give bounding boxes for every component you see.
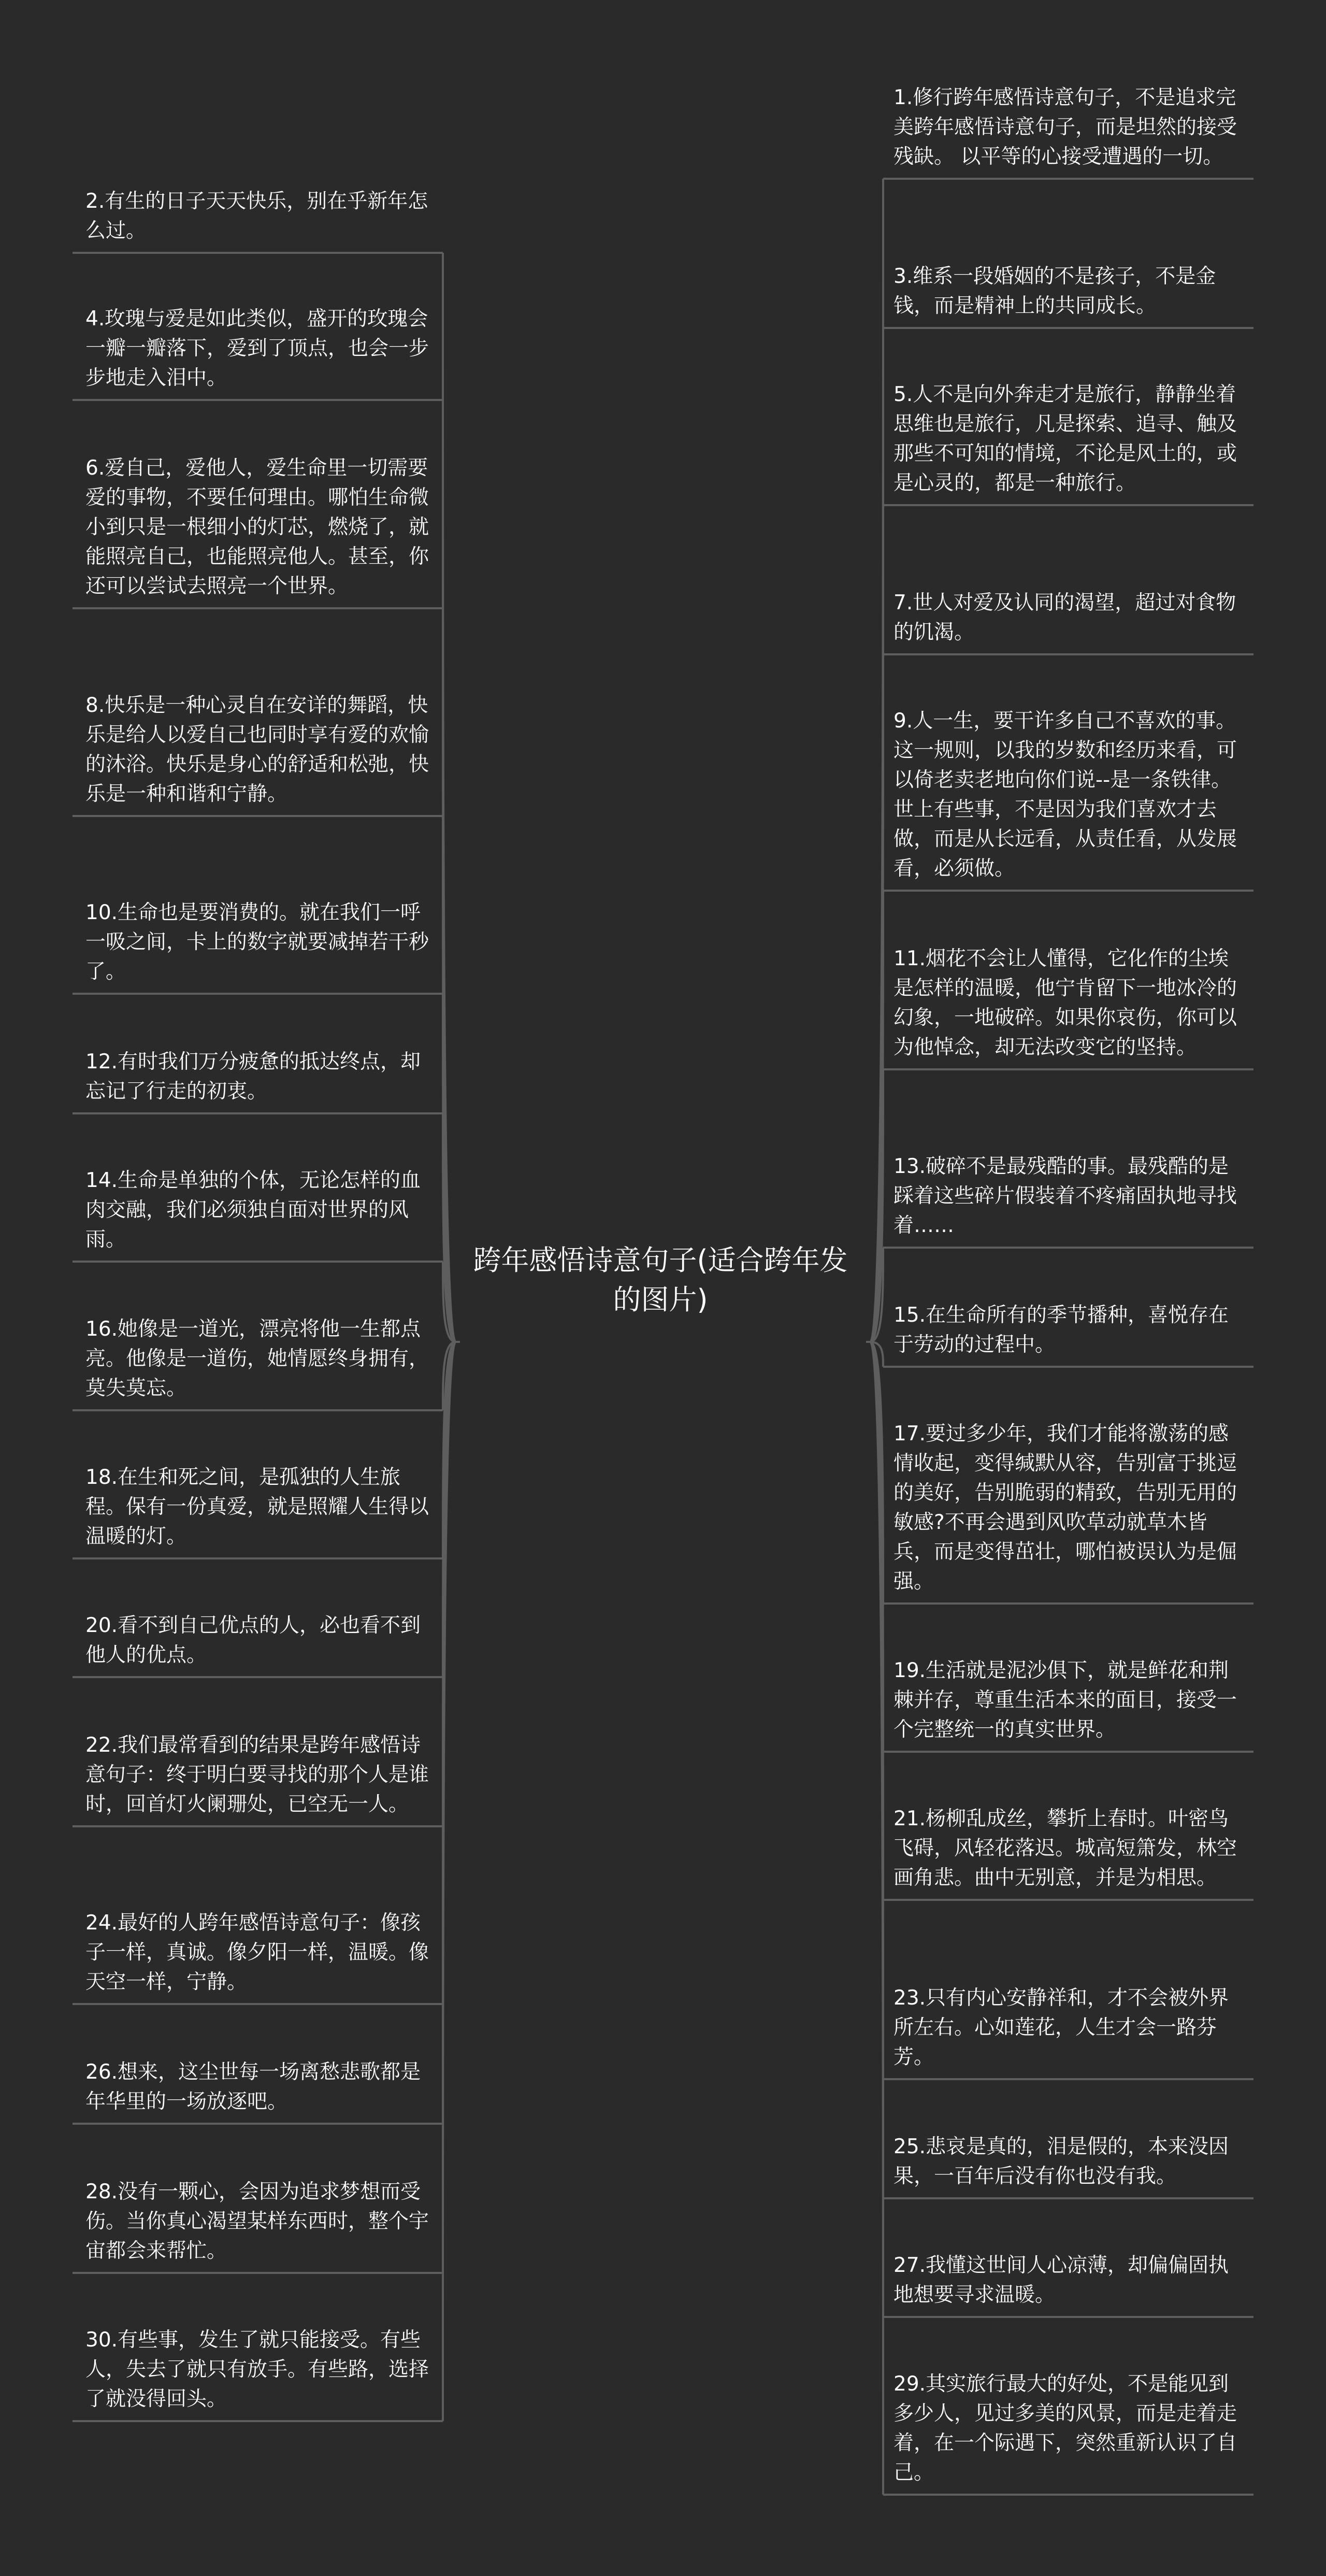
right-node-12: 23.只有内心安静祥和，才不会被外界所左右。心如莲花，人生才会一路芬芳。 [893,1986,1229,2069]
right-node-4: 7.世人对爱及认同的渴望，超过对食物的饥渴。 [893,591,1236,644]
left-node-4: 8.快乐是一种心灵自在安详的舞蹈，快乐是给人以爱自己也同时享有爱的欢愉的沐浴。快乐是身心的舒适和松弛，快乐是一种和谐和宁静。 [85,694,429,806]
left-node-2: 4.玫瑰与爱是如此类似，盛开的玫瑰会一瓣一瓣落下，爱到了顶点，也会一步步地走入泪中。 [85,307,429,390]
left-node-8: 16.她像是一道光，漂亮将他一生都点亮。他像是一道伤，她情愿终身拥有，莫失莫忘。 [85,1318,429,1400]
right-node-6: 11.烟花不会让人懂得，它化作的尘埃是怎样的温暖，他宁肯留下一地冰冷的幻象，一地破碎。如果你哀伤，你可以为他悼念，却无法改变它的坚持。 [893,947,1237,1059]
left-node-10: 20.看不到自己优点的人，必也看不到他人的优点。 [85,1614,421,1667]
right-node-9: 17.要过多少年，我们才能将激荡的感情收起，变得缄默从容，告别富于挑逗的美好，告别脆弱的精致，告别无用的敏感?不再会遇到风吹草动就草木皆兵，而是变得茁壮，哪怕被误认为是倔强。 [893,1422,1237,1593]
left-node-9: 18.在生和死之间，是孤独的人生旅程。保有一份真爱，就是照耀人生得以温暖的灯。 [85,1466,429,1548]
right-node-13: 25.悲哀是真的，泪是假的，本来没因果，一百年后没有你也没有我。 [893,2135,1229,2188]
right-node-15: 29.其实旅行最大的好处，不是能见到多少人，见过多美的风景，而是走着走着，在一个际遇下，突然重新认识了自己。 [893,2372,1237,2484]
right-node-3: 5.人不是向外奔走才是旅行，静静坐着思维也是旅行，凡是探索、追寻、触及那些不可知的情境，不论是风土的，或是心灵的，都是一种旅行。 [893,383,1237,495]
left-node-6: 12.有时我们万分疲惫的抵达终点，却忘记了行走的初衷。 [85,1050,421,1103]
right-node-14: 27.我懂这世间人心凉薄，却偏偏固执地想要寻求温暖。 [893,2254,1229,2307]
right-node-10: 19.生活就是泥沙俱下，就是鲜花和荆棘并存，尊重生活本来的面目，接受一个完整统一的真实世界。 [893,1659,1237,1741]
left-node-7: 14.生命是单独的个体，无论怎样的血肉交融，我们必须独自面对世界的风雨。 [85,1169,421,1251]
left-node-1: 2.有生的日子天天快乐，别在乎新年怎么过。 [85,190,428,242]
left-node-11: 22.我们最常看到的结果是跨年感悟诗意句子：终于明白要寻找的那个人是谁时，回首灯火阑珊处，已空无一人。 [85,1734,429,1816]
right-node-11: 21.杨柳乱成丝，攀折上春时。叶密鸟飞碍，风轻花落迟。城高短箫发，林空画角悲。曲中无别意，并是为相思。 [893,1807,1237,1890]
right-node-8: 15.在生命所有的季节播种，喜悦存在于劳动的过程中。 [893,1304,1229,1356]
left-node-15: 30.有些事，发生了就只能接受。有些人，失去了就只有放手。有些路，选择了就没得回头。 [85,2328,429,2411]
right-node-1: 1.修行跨年感悟诗意句子，不是追求完美跨年感悟诗意句子，而是坦然的接受残缺。 以平等的心接受遭遇的一切。 [893,86,1237,168]
left-node-5: 10.生命也是要消费的。就在我们一呼一吸之间，卡上的数字就要减掉若干秒了。 [85,901,429,983]
left-node-14: 28.没有一颗心，会因为追求梦想而受伤。当你真心渴望某样东西时，整个宇宙都会来帮忙。 [85,2180,429,2263]
right-node-2: 3.维系一段婚姻的不是孩子，不是金钱，而是精神上的共同成长。 [893,265,1216,318]
left-node-3: 6.爱自己，爱他人，爱生命里一切需要爱的事物，不要任何理由。哪怕生命微小到只是一根细小的灯芯，燃烧了，就能照亮自己，也能照亮他人。甚至，你还可以尝试去照亮一个世界。 [85,456,429,598]
right-node-5: 9.人一生，要干许多自己不喜欢的事。这一规则，以我的岁数和经历来看，可以倚老卖老地向你们说--是一条铁律。世上有些事，不是因为我们喜欢才去做，而是从长远看，从责任看，从发展看，必须做。 [893,709,1237,880]
left-node-13: 26.想来，这尘世每一场离愁悲歌都是年华里的一场放逐吧。 [85,2060,421,2113]
root-topic: 跨年感悟诗意句子(适合跨年发的图片) [473,1244,848,1316]
left-node-12: 24.最好的人跨年感悟诗意句子：像孩子一样，真诚。像夕阳一样，温暖。像天空一样，宁静。 [85,1911,429,1994]
right-node-7: 13.破碎不是最残酷的事。最残酷的是踩着这些碎片假装着不疼痛固执地寻找着…… [893,1155,1237,1237]
